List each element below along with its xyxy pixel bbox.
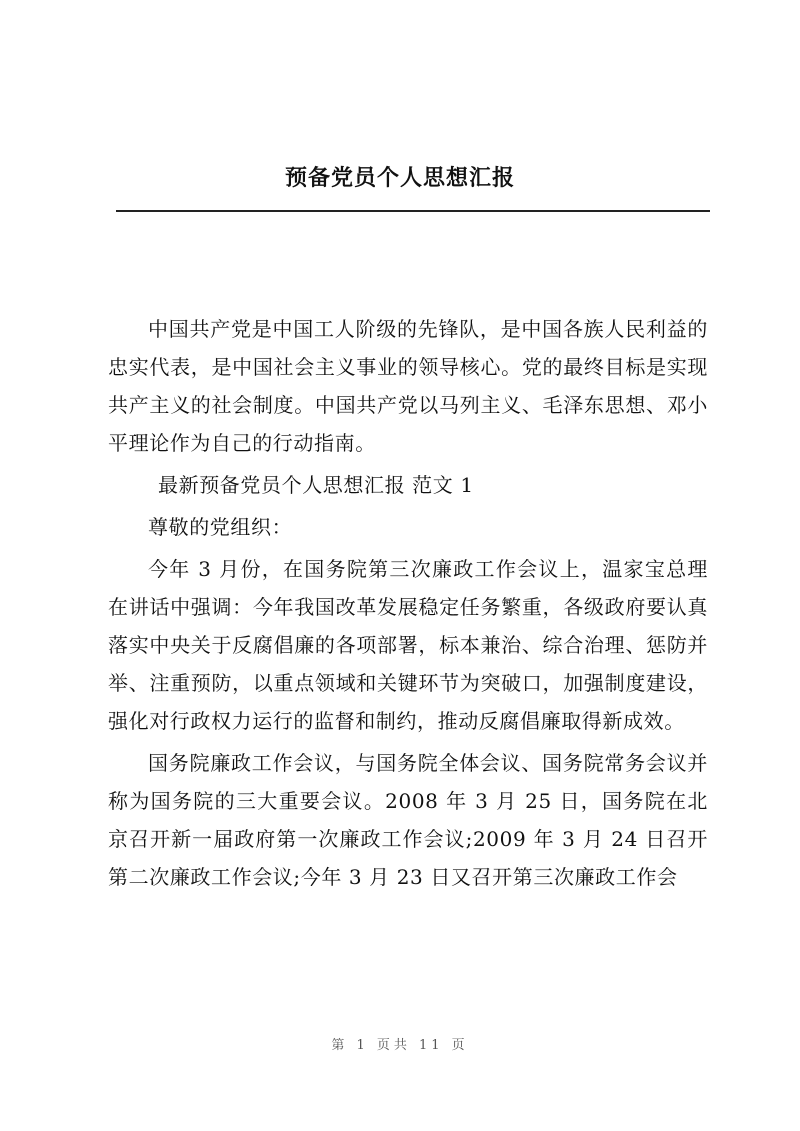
paragraph-intro: 中国共产党是中国工人阶级的先锋队，是中国各族人民利益的忠实代表，是中国社会主义事业的领导核心。党的最终目标是实现共产主义的社会制度。中国共产党以马列主义、毛泽东思想、邓小平理论作为自己的行动指南。 (108, 317, 708, 455)
document-title: 预备党员个人思想汇报 (284, 165, 515, 191)
paragraph-meetings: 国务院廉政工作会议，与国务院全体会议、国务院常务会议并称为国务院的三大重要会议。2008 年 3 月 25 日，国务院在北京召开新一届政府第一次廉政工作会议;2009 年 3 月 24 日召开第二次廉政工作会议;今年 3 月 23 日又召开第三次廉政工作会 (108, 751, 708, 889)
page-footer: 第 1 页共 11 页 (331, 1038, 469, 1053)
salutation: 尊敬的党组织： (148, 515, 293, 539)
section-heading: 最新预备党员个人思想汇报 范文 1 (158, 473, 474, 497)
paragraph-conference: 今年 3 月份，在国务院第三次廉政工作会议上，温家宝总理在讲话中强调：今年我国改革发展稳定任务繁重，各级政府要认真落实中央关于反腐倡廉的各项部署，标本兼治、综合治理、惩防并举、注重预防，以重点领域和关键环节为突破口，加强制度建设，强化对行政权力运行的监督和制约，推动反腐倡廉取得新成效。 (108, 557, 708, 733)
title-divider (116, 210, 710, 212)
document-body (108, 310, 708, 896)
